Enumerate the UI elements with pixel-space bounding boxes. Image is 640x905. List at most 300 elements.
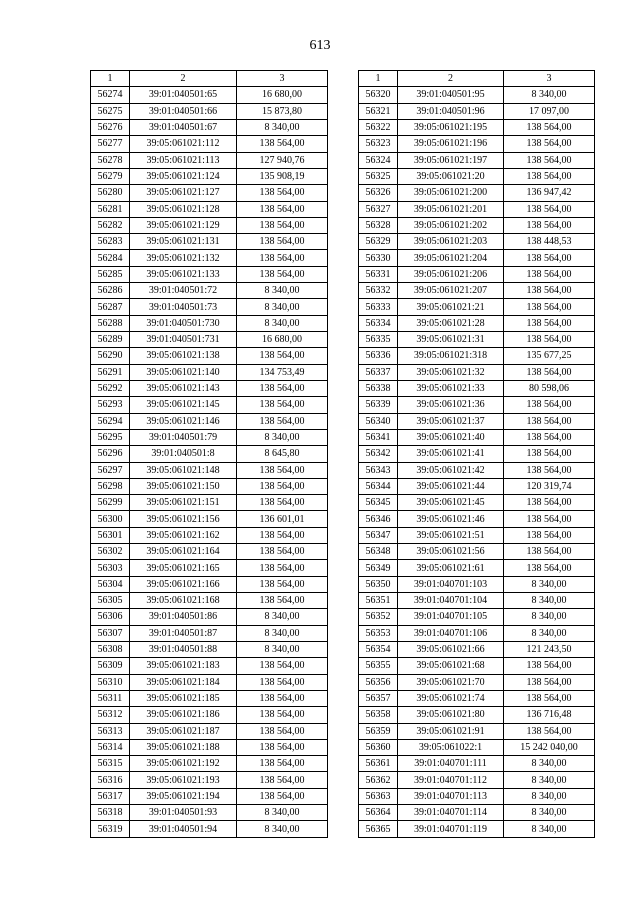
row-number-cell: 56325 (359, 168, 398, 184)
cadastral-number-cell: 39:05:061021:151 (130, 495, 237, 511)
cadastral-number-cell: 39:05:061021:200 (398, 185, 504, 201)
amount-cell: 138 564,00 (504, 332, 595, 348)
cadastral-number-cell: 39:05:061021:207 (398, 283, 504, 299)
cadastral-number-cell: 39:05:061021:197 (398, 152, 504, 168)
table-row (91, 544, 328, 560)
amount-cell: 138 564,00 (237, 707, 328, 723)
table-row (91, 788, 328, 804)
cadastral-number-cell: 39:01:040501:86 (130, 609, 237, 625)
table-row (359, 299, 595, 315)
row-number-cell: 56303 (91, 560, 130, 576)
cadastral-number-cell: 39:05:061021:168 (130, 593, 237, 609)
cadastral-number-cell: 39:05:061021:33 (398, 380, 504, 396)
page-number: 613 (309, 38, 331, 53)
row-number-cell: 56321 (359, 103, 398, 119)
table-row (359, 805, 595, 821)
row-number-cell: 56284 (91, 250, 130, 266)
row-number-cell: 56327 (359, 201, 398, 217)
cadastral-number-cell: 39:05:061021:166 (130, 576, 237, 592)
cadastral-number-cell: 39:05:061021:127 (130, 185, 237, 201)
amount-cell: 138 564,00 (237, 560, 328, 576)
row-number-cell: 56357 (359, 690, 398, 706)
row-number-cell: 56326 (359, 185, 398, 201)
row-number-cell: 56314 (91, 739, 130, 755)
row-number-cell: 56279 (91, 168, 130, 184)
row-number-cell: 56316 (91, 772, 130, 788)
cadastral-number-cell: 39:01:040501:95 (398, 87, 504, 103)
row-number-cell: 56308 (91, 641, 130, 657)
table-row (359, 593, 595, 609)
table-row (359, 201, 595, 217)
table-row (359, 739, 595, 755)
cadastral-number-cell: 39:05:061021:51 (398, 527, 504, 543)
cadastral-number-cell: 39:05:061021:21 (398, 299, 504, 315)
cadastral-number-cell: 39:01:040701:112 (398, 772, 504, 788)
row-number-cell: 56281 (91, 201, 130, 217)
amount-cell: 138 564,00 (504, 429, 595, 445)
amount-cell: 138 564,00 (504, 217, 595, 233)
table-row (359, 495, 595, 511)
amount-cell: 8 340,00 (504, 576, 595, 592)
row-number-cell: 56296 (91, 446, 130, 462)
cadastral-number-cell: 39:05:061021:201 (398, 201, 504, 217)
cadastral-number-cell: 39:01:040701:104 (398, 593, 504, 609)
cadastral-number-cell: 39:05:061021:40 (398, 429, 504, 445)
cadastral-number-cell: 39:01:040501:93 (130, 805, 237, 821)
amount-cell: 138 564,00 (237, 462, 328, 478)
amount-cell: 8 340,00 (237, 625, 328, 641)
amount-cell: 138 564,00 (504, 250, 595, 266)
row-number-cell: 56299 (91, 495, 130, 511)
cadastral-number-cell: 39:01:040501:87 (130, 625, 237, 641)
table-row (91, 756, 328, 772)
cadastral-number-cell: 39:05:061021:42 (398, 462, 504, 478)
row-number-cell: 56306 (91, 609, 130, 625)
amount-cell: 134 753,49 (237, 364, 328, 380)
cadastral-number-cell: 39:05:061021:148 (130, 462, 237, 478)
amount-cell: 138 564,00 (237, 723, 328, 739)
amount-cell: 16 680,00 (237, 332, 328, 348)
amount-cell: 138 564,00 (504, 152, 595, 168)
row-number-cell: 56329 (359, 234, 398, 250)
amount-cell: 138 564,00 (237, 690, 328, 706)
table-row (359, 136, 595, 152)
amount-cell: 8 340,00 (237, 609, 328, 625)
cadastral-number-cell: 39:05:061021:185 (130, 690, 237, 706)
table-row (91, 739, 328, 755)
table-row (91, 185, 328, 201)
amount-cell: 8 340,00 (237, 429, 328, 445)
amount-cell: 138 564,00 (237, 136, 328, 152)
table-row (91, 805, 328, 821)
cadastral-number-cell: 39:05:061021:128 (130, 201, 237, 217)
table-row (91, 413, 328, 429)
cadastral-number-cell: 39:05:061021:36 (398, 397, 504, 413)
row-number-cell: 56292 (91, 380, 130, 396)
amount-cell: 138 564,00 (504, 413, 595, 429)
cadastral-number-cell: 39:05:061021:46 (398, 511, 504, 527)
table-row (91, 690, 328, 706)
amount-cell: 138 564,00 (504, 446, 595, 462)
table-row (91, 119, 328, 135)
table-row (91, 250, 328, 266)
table-row (359, 527, 595, 543)
amount-cell: 138 564,00 (237, 658, 328, 674)
table-row (359, 103, 595, 119)
row-number-cell: 56311 (91, 690, 130, 706)
amount-cell: 138 564,00 (504, 544, 595, 560)
row-number-cell: 56340 (359, 413, 398, 429)
amount-cell: 135 677,25 (504, 348, 595, 364)
cadastral-number-cell: 39:05:061021:44 (398, 478, 504, 494)
cadastral-number-cell: 39:01:040501:730 (130, 315, 237, 331)
amount-cell: 8 340,00 (504, 625, 595, 641)
cadastral-number-cell: 39:05:061021:146 (130, 413, 237, 429)
amount-cell: 136 601,01 (237, 511, 328, 527)
row-number-cell: 56319 (91, 821, 130, 837)
row-number-cell: 56315 (91, 756, 130, 772)
cadastral-number-cell: 39:01:040701:106 (398, 625, 504, 641)
table-row (359, 185, 595, 201)
amount-cell: 138 564,00 (237, 380, 328, 396)
table-row (91, 478, 328, 494)
cadastral-number-cell: 39:05:061021:318 (398, 348, 504, 364)
cadastral-number-cell: 39:05:061021:91 (398, 723, 504, 739)
table-row (359, 462, 595, 478)
cadastral-number-cell: 39:05:061021:68 (398, 658, 504, 674)
table-body-left (91, 87, 328, 837)
amount-cell: 127 940,76 (237, 152, 328, 168)
row-number-cell: 56322 (359, 119, 398, 135)
cadastral-number-cell: 39:05:061021:165 (130, 560, 237, 576)
row-number-cell: 56331 (359, 266, 398, 282)
row-number-cell: 56328 (359, 217, 398, 233)
amount-cell: 15 242 040,00 (504, 739, 595, 755)
amount-cell: 8 340,00 (504, 788, 595, 804)
row-number-cell: 56324 (359, 152, 398, 168)
amount-cell: 8 340,00 (237, 299, 328, 315)
table-row (359, 250, 595, 266)
table-row (359, 707, 595, 723)
table-row (91, 641, 328, 657)
table-row (359, 119, 595, 135)
cadastral-number-cell: 39:05:061021:202 (398, 217, 504, 233)
cadastral-number-cell: 39:05:061021:187 (130, 723, 237, 739)
cadastral-number-cell: 39:05:061021:143 (130, 380, 237, 396)
row-number-cell: 56310 (91, 674, 130, 690)
amount-cell: 8 340,00 (504, 821, 595, 837)
cadastral-number-cell: 39:05:061021:56 (398, 544, 504, 560)
row-number-cell: 56346 (359, 511, 398, 527)
cadastral-number-cell: 39:01:040501:79 (130, 429, 237, 445)
row-number-cell: 56294 (91, 413, 130, 429)
row-number-cell: 56339 (359, 397, 398, 413)
amount-cell: 138 564,00 (504, 462, 595, 478)
row-number-cell: 56353 (359, 625, 398, 641)
cadastral-number-cell: 39:05:061021:183 (130, 658, 237, 674)
row-number-cell: 56274 (91, 87, 130, 103)
cadastral-number-cell: 39:05:061021:124 (130, 168, 237, 184)
table-row (91, 772, 328, 788)
table-row (91, 511, 328, 527)
amount-cell: 138 564,00 (504, 119, 595, 135)
row-number-cell: 56309 (91, 658, 130, 674)
amount-cell: 17 097,00 (504, 103, 595, 119)
cadastral-number-cell: 39:05:061021:28 (398, 315, 504, 331)
amount-cell: 138 564,00 (237, 788, 328, 804)
row-number-cell: 56293 (91, 397, 130, 413)
cadastral-number-cell: 39:05:061021:138 (130, 348, 237, 364)
row-number-cell: 56362 (359, 772, 398, 788)
cadastral-number-cell: 39:05:061021:184 (130, 674, 237, 690)
amount-cell: 138 564,00 (237, 527, 328, 543)
amount-cell: 138 564,00 (237, 756, 328, 772)
table-row (359, 266, 595, 282)
row-number-cell: 56337 (359, 364, 398, 380)
table-row (359, 87, 595, 103)
table-row (359, 397, 595, 413)
cadastral-number-cell: 39:05:061021:20 (398, 168, 504, 184)
row-number-cell: 56330 (359, 250, 398, 266)
row-number-cell: 56300 (91, 511, 130, 527)
amount-cell: 138 564,00 (237, 413, 328, 429)
cadastral-number-cell: 39:05:061021:188 (130, 739, 237, 755)
row-number-cell: 56364 (359, 805, 398, 821)
amount-cell: 138 564,00 (504, 723, 595, 739)
cadastral-number-cell: 39:05:061021:74 (398, 690, 504, 706)
row-number-cell: 56282 (91, 217, 130, 233)
amount-cell: 8 340,00 (237, 641, 328, 657)
row-number-cell: 56333 (359, 299, 398, 315)
amount-cell: 136 716,48 (504, 707, 595, 723)
row-number-cell: 56297 (91, 462, 130, 478)
amount-cell: 8 340,00 (237, 805, 328, 821)
table-row (359, 429, 595, 445)
column-header-1: 1 (359, 71, 398, 87)
amount-cell: 8 340,00 (237, 283, 328, 299)
table-row (359, 348, 595, 364)
row-number-cell: 56332 (359, 283, 398, 299)
table-row (359, 478, 595, 494)
table-row (359, 283, 595, 299)
cadastral-number-cell: 39:01:040501:73 (130, 299, 237, 315)
table-row (91, 332, 328, 348)
row-number-cell: 56351 (359, 593, 398, 609)
amount-cell: 8 340,00 (504, 772, 595, 788)
cadastral-number-cell: 39:05:061021:70 (398, 674, 504, 690)
row-number-cell: 56335 (359, 332, 398, 348)
table-row (91, 299, 328, 315)
amount-cell: 138 564,00 (237, 544, 328, 560)
row-number-cell: 56307 (91, 625, 130, 641)
row-number-cell: 56344 (359, 478, 398, 494)
table-row (359, 560, 595, 576)
row-number-cell: 56312 (91, 707, 130, 723)
row-number-cell: 56278 (91, 152, 130, 168)
header-row (91, 71, 328, 87)
cadastral-number-cell: 39:05:061021:131 (130, 234, 237, 250)
row-number-cell: 56348 (359, 544, 398, 560)
table-row (359, 658, 595, 674)
amount-cell: 8 340,00 (504, 805, 595, 821)
table-row (91, 429, 328, 445)
amount-cell: 138 448,53 (504, 234, 595, 250)
table-row (91, 674, 328, 690)
amount-cell: 138 564,00 (237, 266, 328, 282)
table-row (359, 788, 595, 804)
row-number-cell: 56318 (91, 805, 130, 821)
amount-cell: 8 645,80 (237, 446, 328, 462)
cadastral-number-cell: 39:01:040501:67 (130, 119, 237, 135)
row-number-cell: 56343 (359, 462, 398, 478)
column-header-2: 2 (130, 71, 237, 87)
table-row (359, 234, 595, 250)
table-row (359, 364, 595, 380)
amount-cell: 138 564,00 (504, 658, 595, 674)
cadastral-number-cell: 39:05:061021:132 (130, 250, 237, 266)
row-number-cell: 56352 (359, 609, 398, 625)
cadastral-number-cell: 39:01:040501:731 (130, 332, 237, 348)
amount-cell: 138 564,00 (237, 739, 328, 755)
cadastral-number-cell: 39:05:061021:186 (130, 707, 237, 723)
table-row (359, 772, 595, 788)
table-row (359, 756, 595, 772)
table-row (91, 217, 328, 233)
row-number-cell: 56283 (91, 234, 130, 250)
amount-cell: 138 564,00 (504, 315, 595, 331)
table-row (359, 152, 595, 168)
amount-cell: 135 908,19 (237, 168, 328, 184)
amount-cell: 138 564,00 (237, 185, 328, 201)
table-row (91, 397, 328, 413)
row-number-cell: 56363 (359, 788, 398, 804)
amount-cell: 138 564,00 (237, 674, 328, 690)
table-row (359, 380, 595, 396)
cadastral-number-cell: 39:05:061021:206 (398, 266, 504, 282)
table-row (91, 658, 328, 674)
row-number-cell: 56356 (359, 674, 398, 690)
header-row (359, 71, 595, 87)
table-row (359, 168, 595, 184)
cadastral-number-cell: 39:05:061021:156 (130, 511, 237, 527)
table-row (91, 364, 328, 380)
table-row (359, 609, 595, 625)
row-number-cell: 56301 (91, 527, 130, 543)
row-number-cell: 56345 (359, 495, 398, 511)
cadastral-number-cell: 39:05:061021:32 (398, 364, 504, 380)
table-row (359, 511, 595, 527)
table-row (91, 593, 328, 609)
cadastral-number-cell: 39:05:061021:45 (398, 495, 504, 511)
cadastral-number-cell: 39:05:061021:193 (130, 772, 237, 788)
cadastral-number-cell: 39:01:040501:66 (130, 103, 237, 119)
row-number-cell: 56298 (91, 478, 130, 494)
row-number-cell: 56288 (91, 315, 130, 331)
cadastral-number-cell: 39:01:040701:103 (398, 576, 504, 592)
table-row (359, 446, 595, 462)
table-row (359, 674, 595, 690)
amount-cell: 121 243,50 (504, 641, 595, 657)
table-row (91, 168, 328, 184)
cadastral-number-cell: 39:01:040701:119 (398, 821, 504, 837)
cadastral-number-cell: 39:05:061021:195 (398, 119, 504, 135)
row-number-cell: 56290 (91, 348, 130, 364)
row-number-cell: 56276 (91, 119, 130, 135)
table-row (359, 821, 595, 837)
amount-cell: 8 340,00 (504, 609, 595, 625)
table-row (359, 544, 595, 560)
row-number-cell: 56302 (91, 544, 130, 560)
row-number-cell: 56291 (91, 364, 130, 380)
row-number-cell: 56289 (91, 332, 130, 348)
amount-cell: 138 564,00 (237, 478, 328, 494)
cadastral-number-cell: 39:05:061021:194 (130, 788, 237, 804)
cadastral-number-cell: 39:01:040701:114 (398, 805, 504, 821)
cadastral-number-cell: 39:05:061021:37 (398, 413, 504, 429)
amount-cell: 138 564,00 (504, 201, 595, 217)
amount-cell: 16 680,00 (237, 87, 328, 103)
row-number-cell: 56347 (359, 527, 398, 543)
cadastral-number-cell: 39:05:061021:164 (130, 544, 237, 560)
row-number-cell: 56286 (91, 283, 130, 299)
row-number-cell: 56342 (359, 446, 398, 462)
table-row (91, 723, 328, 739)
cadastral-number-cell: 39:05:061021:204 (398, 250, 504, 266)
cadastral-number-cell: 39:05:061021:61 (398, 560, 504, 576)
cadastral-number-cell: 39:01:040501:8 (130, 446, 237, 462)
table-row (91, 495, 328, 511)
cadastral-number-cell: 39:05:061021:140 (130, 364, 237, 380)
row-number-cell: 56305 (91, 593, 130, 609)
row-number-cell: 56323 (359, 136, 398, 152)
amount-cell: 8 340,00 (504, 593, 595, 609)
amount-cell: 136 947,42 (504, 185, 595, 201)
cadastral-number-cell: 39:05:061021:150 (130, 478, 237, 494)
amount-cell: 138 564,00 (237, 593, 328, 609)
table-row (91, 625, 328, 641)
data-table-left (90, 70, 328, 838)
row-number-cell: 56317 (91, 788, 130, 804)
cadastral-number-cell: 39:05:061021:129 (130, 217, 237, 233)
amount-cell: 138 564,00 (504, 283, 595, 299)
row-number-cell: 56341 (359, 429, 398, 445)
cadastral-number-cell: 39:01:040501:94 (130, 821, 237, 837)
amount-cell: 8 340,00 (504, 87, 595, 103)
column-header-1: 1 (91, 71, 130, 87)
table-row (91, 380, 328, 396)
row-number-cell: 56350 (359, 576, 398, 592)
cadastral-number-cell: 39:01:040701:113 (398, 788, 504, 804)
amount-cell: 138 564,00 (504, 364, 595, 380)
amount-cell: 80 598,06 (504, 380, 595, 396)
amount-cell: 8 340,00 (237, 119, 328, 135)
table-row (91, 609, 328, 625)
cadastral-number-cell: 39:01:040501:96 (398, 103, 504, 119)
table-row (91, 527, 328, 543)
table-row (91, 87, 328, 103)
table-row (91, 446, 328, 462)
cadastral-number-cell: 39:05:061021:162 (130, 527, 237, 543)
cadastral-number-cell: 39:05:061021:113 (130, 152, 237, 168)
table-row (91, 348, 328, 364)
row-number-cell: 56334 (359, 315, 398, 331)
cadastral-number-cell: 39:01:040501:65 (130, 87, 237, 103)
row-number-cell: 56275 (91, 103, 130, 119)
amount-cell: 138 564,00 (237, 217, 328, 233)
row-number-cell: 56285 (91, 266, 130, 282)
amount-cell: 138 564,00 (504, 560, 595, 576)
row-number-cell: 56277 (91, 136, 130, 152)
